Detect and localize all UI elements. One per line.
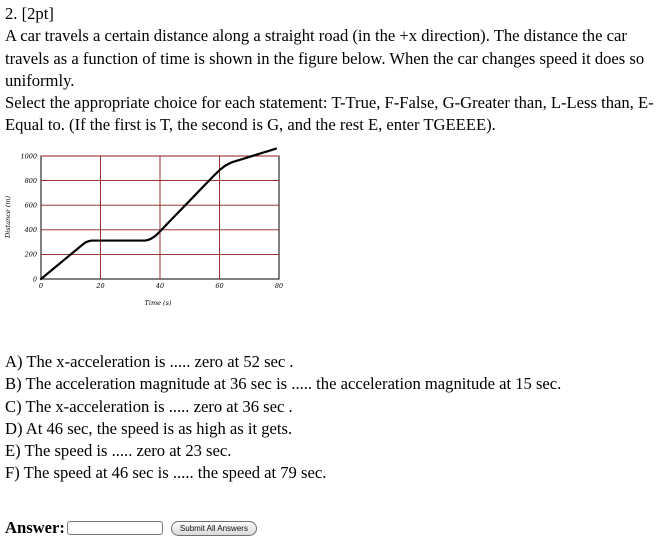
distance-time-chart [0,145,300,310]
question-list [5,351,561,485]
question-a: A) The x-acceleration is ..... zero at 52 sec . [5,352,294,371]
y-tick-label: 400 [24,226,37,235]
x-tick-label: 20 [96,282,105,290]
question-c: C) The x-acceleration is ..... zero at 36 sec . [5,396,293,416]
answer-input[interactable] [67,521,163,535]
problem-text [5,3,663,137]
answer-label: Answer: [5,518,65,537]
chart-svg [0,145,300,310]
question-f: F) The speed at 46 sec is ..... the speed at 79 sec. [5,463,327,483]
x-tick-label: 0 [38,282,44,290]
problem-description: A car travels a certain distance along a straight road (in the +x direction). The distance the car travels as a function of time is shown in the figure below. When the car changes speed it does so uniformly. [5,26,645,90]
y-tick-label: 200 [24,250,37,259]
x-tick-label: 80 [274,282,284,290]
y-tick-label: 1000 [20,152,37,161]
problem-heading: 2. [2pt] [5,4,54,23]
x-axis-title: Time (s) [144,299,172,307]
problem-instructions: Select the appropriate choice for each statement: T-True, F-False, G-Greater than, L-Less than, E-Equal to. (If the first is T, the second is G, and the rest E, enter TGEEEE). [5,93,654,135]
x-tick-labels [39,282,283,290]
y-axis-title: Distance (m) [4,195,12,239]
x-tick-label: 60 [215,282,224,290]
y-tick-label: 600 [24,201,37,210]
question-d: D) At 46 sec, the speed is as high as it gets. [5,418,293,438]
y-tick-label: 800 [24,176,37,185]
y-tick-label: 0 [32,275,37,284]
y-tick-labels [20,152,37,283]
question-e: E) The speed is ..... zero at 23 sec. [5,441,232,461]
submit-all-answers-button[interactable]: Submit All Answers [171,521,257,536]
answer-row [5,518,257,538]
question-b: B) The acceleration magnitude at 36 sec is ..... the acceleration magnitude at 15 sec. [5,374,562,394]
x-tick-label: 40 [155,282,165,290]
